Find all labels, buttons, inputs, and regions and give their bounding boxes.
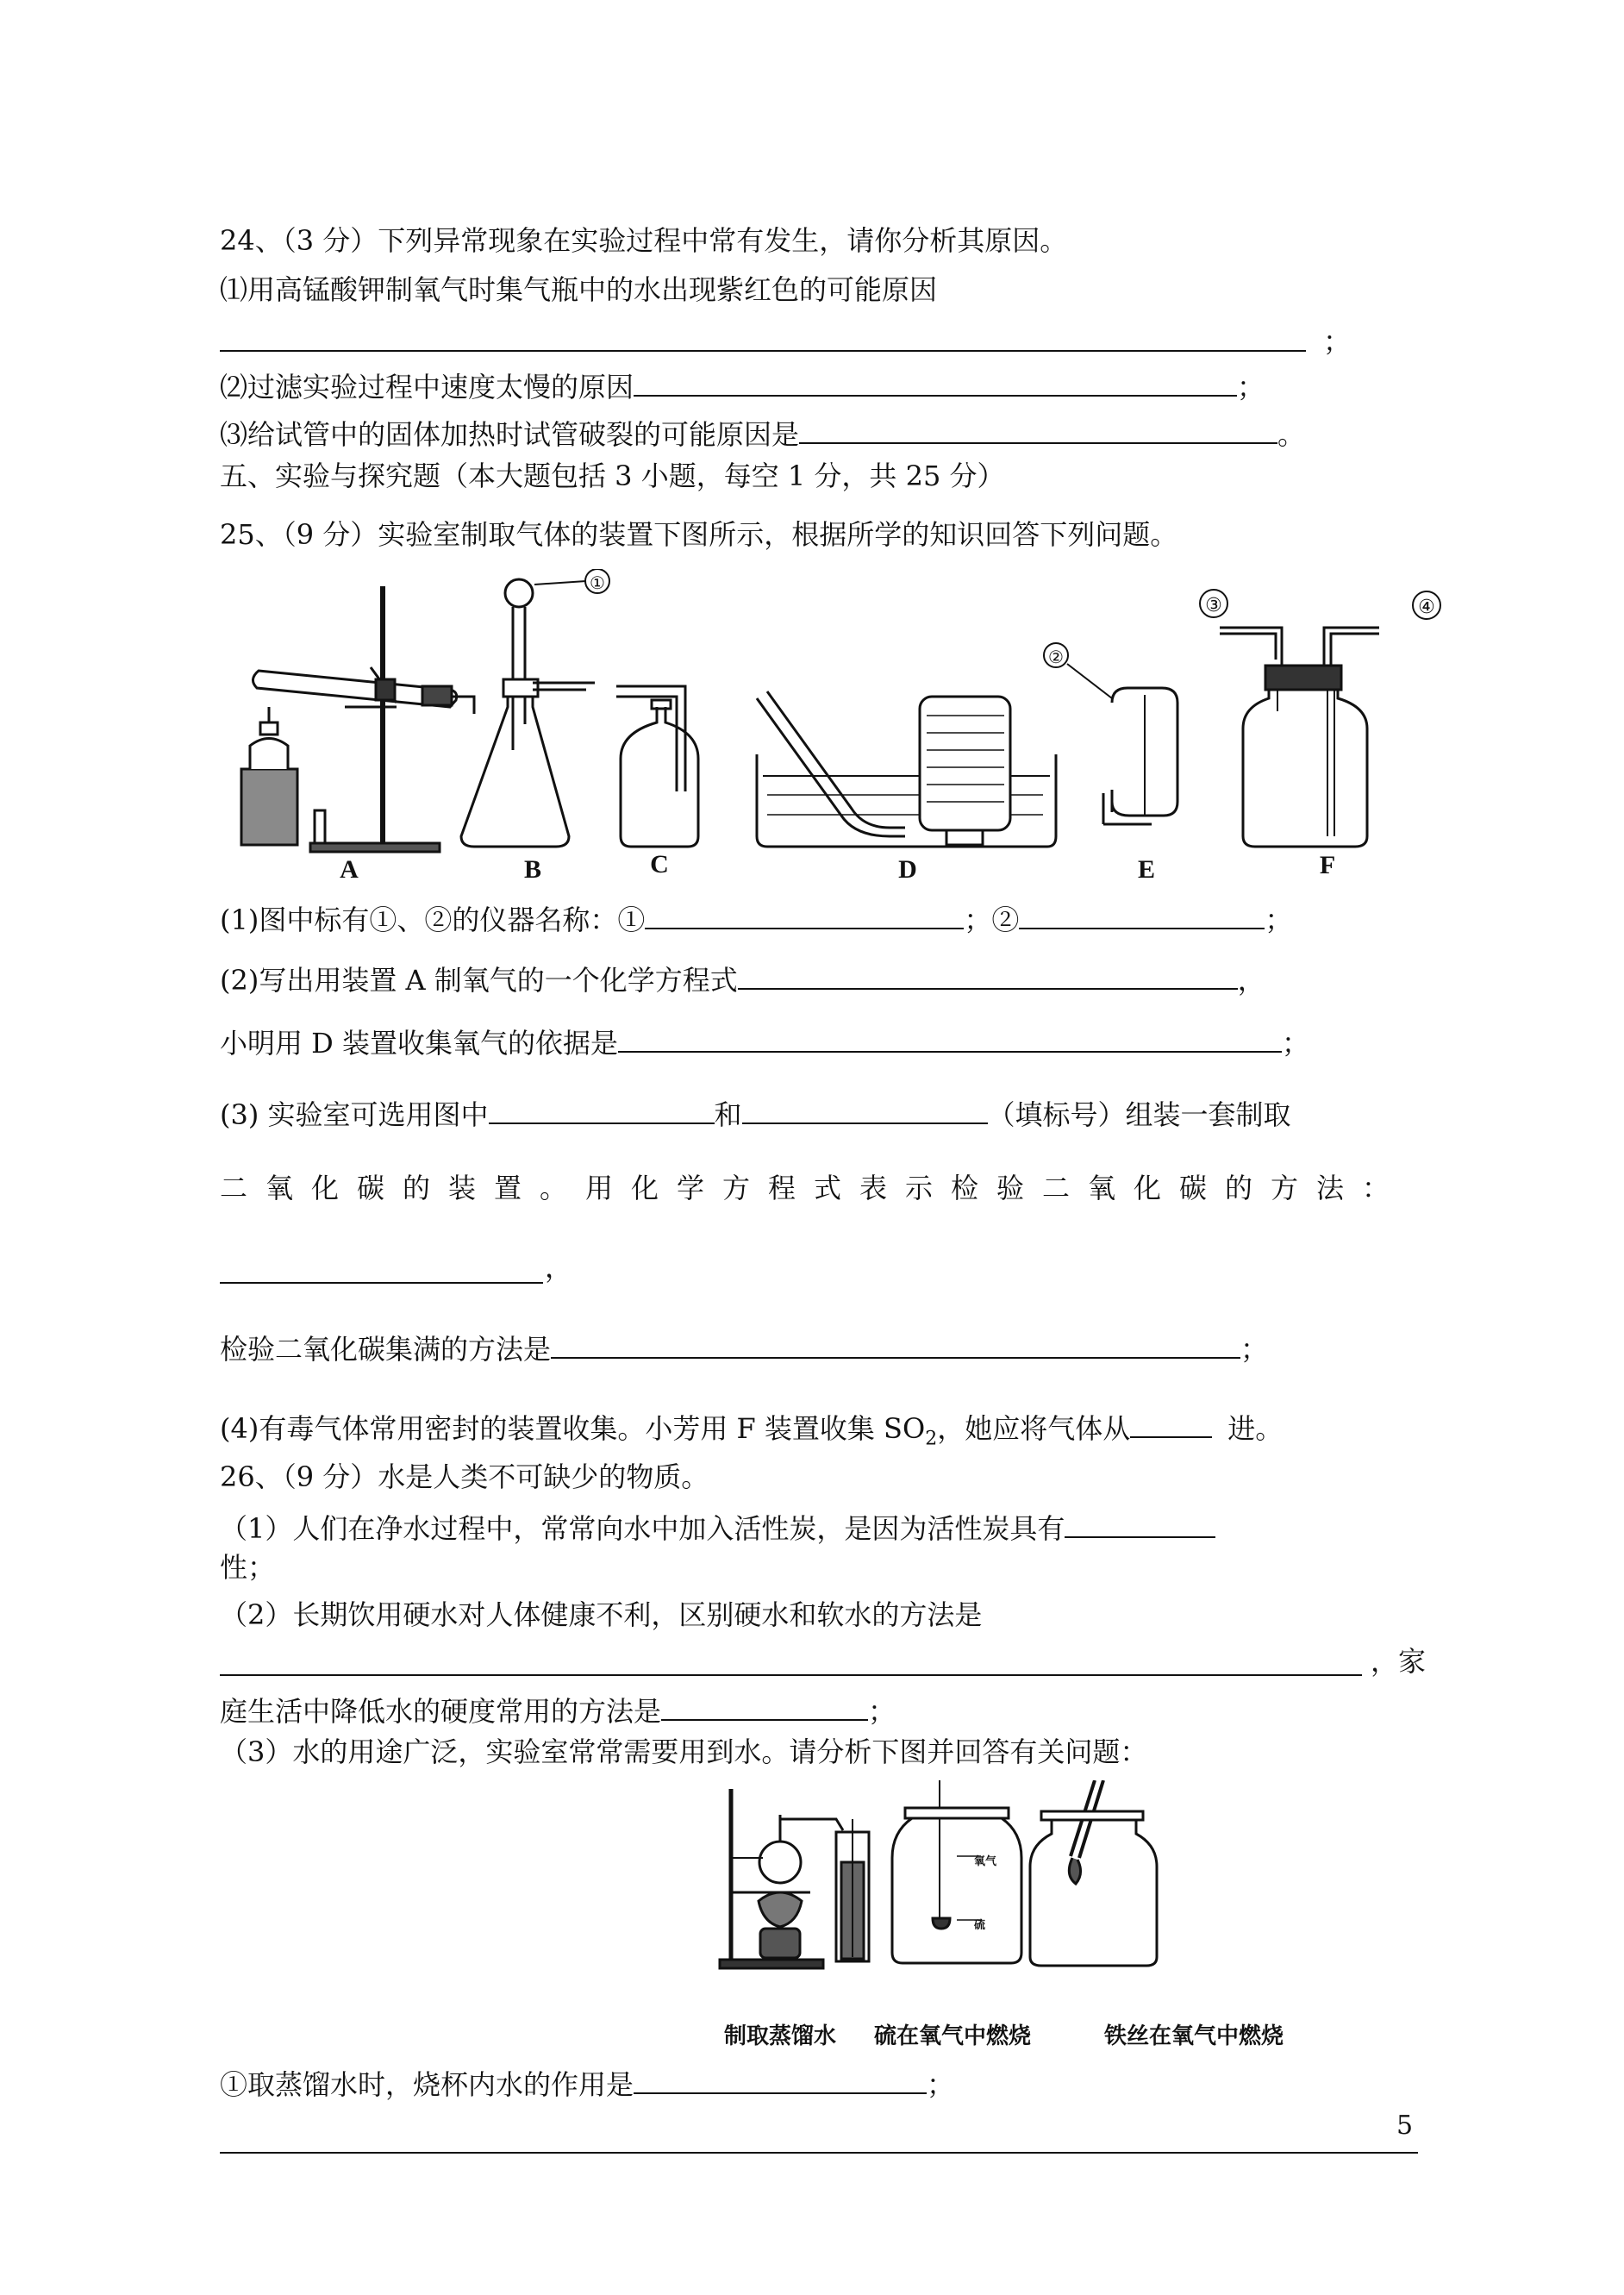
q26-blank-adsorb[interactable] [1065, 1507, 1215, 1538]
apparatus-a [241, 586, 474, 852]
q26-p1 [220, 1507, 1215, 1546]
caption-sulfur: 硫在氧气中燃烧 [873, 2023, 1032, 2049]
q25-p3d-end: ； [1240, 1333, 1269, 1366]
iron-wire-burning-jar [1030, 1780, 1157, 1966]
q25-p2b [220, 1022, 1309, 1060]
label-b: B [523, 855, 542, 884]
q25-p3b: 二氧化碳的装置。用化学方程式表示检验二氧化碳的方法： [220, 1172, 1409, 1204]
q25-p3a-end: （填标号）组装一套制取 [987, 1098, 1291, 1131]
q26-water-figure [715, 1780, 1302, 2065]
q24-item3-text: ⑶给试管中的固体加热时试管破裂的可能原因是 [220, 418, 800, 451]
q25-blank-device-2[interactable] [742, 1093, 988, 1124]
q26-p4-text: ①取蒸馏水时，烧杯内水的作用是 [220, 2068, 634, 2101]
q25-blank-instrument-2[interactable] [1019, 898, 1265, 929]
apparatus-b [461, 569, 609, 847]
q25-p4 [220, 1407, 1283, 1456]
q25-p1-text-2: ；② [964, 904, 1020, 936]
marker-3: ③ [1205, 595, 1222, 616]
marker-4: ④ [1418, 597, 1435, 618]
q26-blank-soften[interactable] [661, 1690, 868, 1721]
q25-blank-co2-test[interactable] [220, 1280, 543, 1284]
q25-title: 25、（9 分）实验室制取气体的装置下图所示，根据所学的知识回答下列问题。 [220, 518, 1178, 551]
q26-p4-end: ； [927, 2068, 955, 2101]
q24-item2 [220, 366, 1265, 404]
q26-p2-cont-text: 庭生活中降低水的硬度常用的方法是 [220, 1695, 662, 1728]
q26-p1-text: （1）人们在净水过程中，常常向水中加入活性炭，是因为活性炭具有 [220, 1512, 1065, 1545]
caption-distillation: 制取蒸馏水 [723, 2023, 837, 2049]
q26-p3: （3）水的用途广泛，实验室常常需要用到水。请分析下图并回答有关问题： [220, 1735, 1148, 1768]
q24-item3 [220, 413, 1305, 452]
q25-p4-text: (4)有毒气体常用密封的装置收集。小芳用 F 装置收集 SO [220, 1412, 926, 1445]
q25-p4-sub: 2 [925, 1428, 938, 1450]
q25-p1-text: (1)图中标有①、②的仪器名称：① [220, 904, 646, 936]
q24-item2-blank[interactable] [634, 366, 1237, 397]
label-f: F [1319, 851, 1336, 879]
apparatus-d [757, 691, 1056, 847]
q25-p4-text-2: ，她应将气体从 [937, 1412, 1131, 1445]
q24-item2-end: ； [1237, 371, 1265, 403]
q25-p1-end: ； [1265, 904, 1293, 936]
q25-apparatus-figure [215, 569, 1474, 888]
q25-p2a-end: ， [1237, 964, 1265, 997]
q25-p3a [220, 1093, 1291, 1132]
q26-blank-beaker-role[interactable] [634, 2063, 927, 2094]
q26-title: 26、（9 分）水是人类不可缺少的物质。 [220, 1460, 709, 1493]
q26-p2: （2）长期饮用硬水对人体健康不利，区别硬水和软水的方法是 [220, 1598, 983, 1631]
label-oxygen: 氧气 [974, 1855, 997, 1868]
q25-p3a-text: (3) 实验室可选用图中 [220, 1098, 489, 1131]
q25-p3c-end: ， [545, 1251, 573, 1284]
q24-item1-end: ； [1323, 325, 1352, 358]
q25-p3-and: 和 [714, 1098, 742, 1131]
apparatus-c [616, 686, 698, 847]
caption-iron: 铁丝在氧气中燃烧 [1103, 2023, 1284, 2049]
q25-p2b-text: 小明用 D 装置收集氧气的依据是 [220, 1027, 619, 1060]
q24-title: 24、（3 分）下列异常现象在实验过程中常有发生，请你分析其原因。 [220, 224, 1068, 257]
label-a: A [340, 855, 359, 884]
q25-blank-co2-full[interactable] [551, 1328, 1240, 1359]
q24-item3-end: 。 [1277, 418, 1306, 451]
marker-2: ② [1048, 647, 1064, 667]
q24-item3-blank[interactable] [799, 413, 1277, 444]
page-number: 5 [1396, 2111, 1414, 2141]
q26-p2-cont [220, 1690, 896, 1729]
q25-p3d [220, 1328, 1268, 1366]
q25-p2a-text: (2)写出用装置 A 制氧气的一个化学方程式 [220, 964, 738, 997]
label-e: E [1137, 855, 1156, 884]
q24-item1-blank[interactable] [220, 348, 1306, 352]
sulfur-burning-jar [892, 1780, 1021, 1963]
apparatus-e [1044, 643, 1177, 824]
q26-p2-end: ，家 [1371, 1645, 1427, 1678]
q25-p1 [220, 898, 1292, 937]
q26-blank-hardness-test[interactable] [220, 1673, 1362, 1676]
label-c: C [650, 850, 669, 879]
label-sulfur: 硫 [974, 1919, 986, 1932]
q25-p4-end: 进。 [1227, 1412, 1284, 1445]
q26-p2-cont-end: ； [868, 1695, 896, 1728]
q25-blank-collect-reason[interactable] [618, 1022, 1282, 1053]
q25-p3d-text: 检验二氧化碳集满的方法是 [220, 1333, 552, 1366]
q24-item2-text: ⑵过滤实验过程中速度太慢的原因 [220, 371, 634, 403]
section5-title: 五、实验与探究题（本大题包括 3 小题，每空 1 分，共 25 分） [220, 460, 1005, 492]
marker-1: ① [590, 572, 605, 593]
q25-blank-inlet[interactable] [1130, 1407, 1212, 1438]
footer-rule [220, 2152, 1418, 2154]
distillation-apparatus [720, 1789, 869, 1968]
q24-item1: ⑴用高锰酸钾制氧气时集气瓶中的水出现紫红色的可能原因 [220, 273, 938, 306]
q26-p4 [220, 2063, 954, 2102]
q25-p2b-end: ； [1282, 1027, 1310, 1060]
q25-blank-equation[interactable] [738, 959, 1238, 990]
apparatus-f [1200, 590, 1440, 847]
q25-blank-instrument-1[interactable] [645, 898, 964, 929]
q25-blank-device-1[interactable] [489, 1093, 715, 1124]
q25-p2a [220, 959, 1265, 997]
q26-p1-cont: 性； [220, 1551, 276, 1584]
label-d: D [898, 855, 917, 884]
